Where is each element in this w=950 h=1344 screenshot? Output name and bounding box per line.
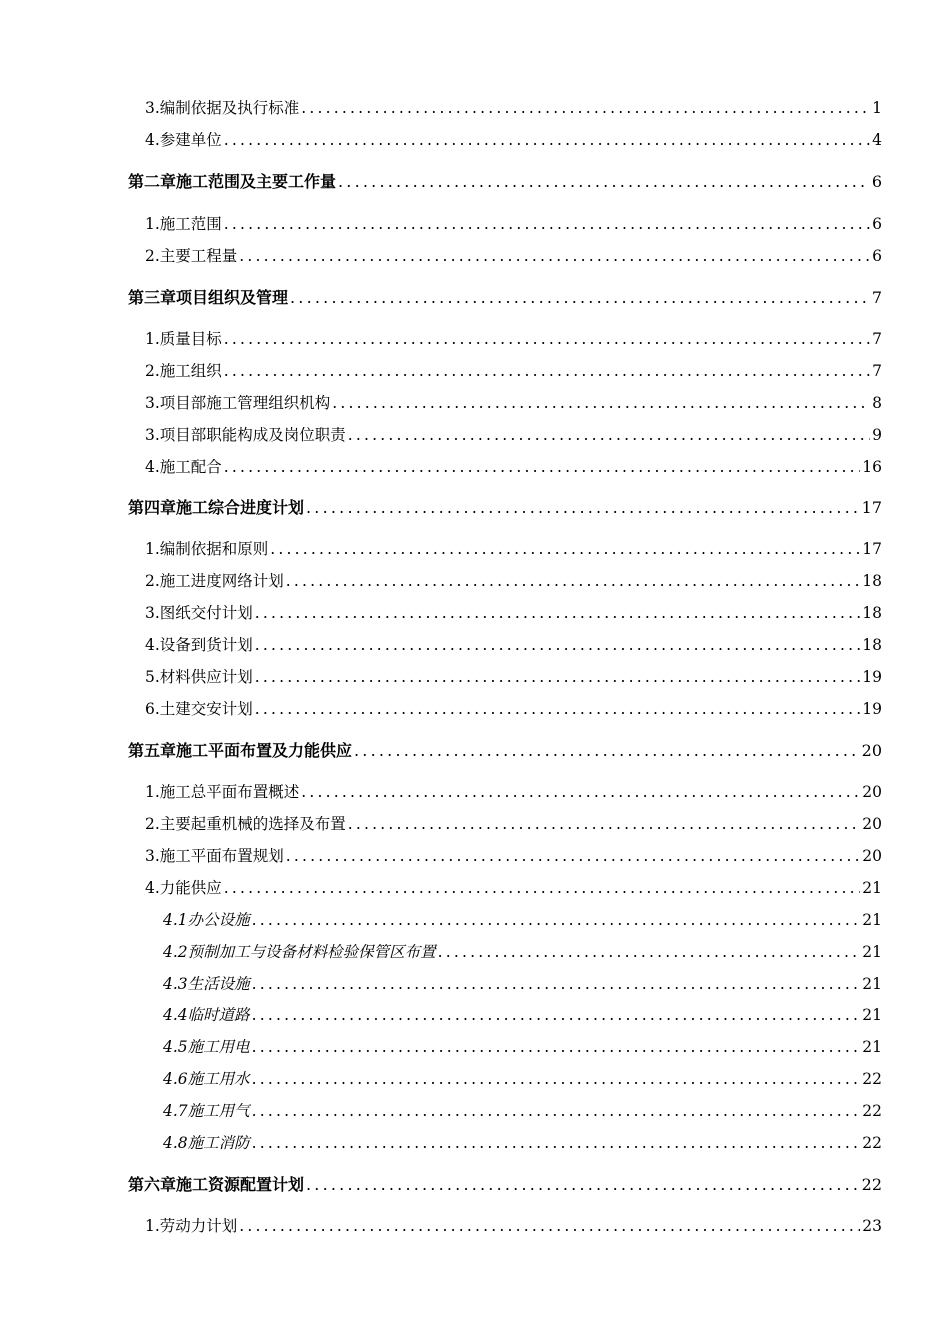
toc-entry-label: 第四章施工综合进度计划	[128, 498, 305, 517]
toc-section-entry[interactable]	[145, 571, 882, 591]
toc-entry-label: 2.施工进度网络计划	[145, 572, 284, 590]
toc-dot-leader	[306, 1175, 860, 1195]
toc-page-number: 21	[862, 1038, 882, 1056]
toc-entry-label: 第二章施工范围及主要工作量	[128, 172, 337, 191]
toc-section-entry[interactable]	[145, 782, 882, 802]
toc-section-entry[interactable]	[145, 667, 882, 687]
toc-chapter-entry[interactable]	[128, 498, 882, 518]
toc-subsection-entry[interactable]	[163, 1037, 882, 1057]
toc-dot-leader	[255, 667, 860, 687]
toc-entry-label: 1.施工范围	[145, 215, 222, 233]
toc-entry-label: 3.图纸交付计划	[145, 604, 253, 622]
toc-entry-label: 4.4临时道路	[163, 1006, 250, 1024]
toc-dot-leader	[252, 910, 861, 930]
toc-dot-leader	[224, 361, 870, 381]
toc-subsection-entry[interactable]	[163, 1069, 882, 1089]
toc-section-entry[interactable]	[145, 846, 882, 866]
toc-dot-leader	[239, 1216, 860, 1236]
toc-entry-label: 2.主要起重机械的选择及布置	[145, 815, 346, 833]
toc-subsection-entry[interactable]	[163, 942, 882, 962]
toc-dot-leader	[286, 571, 860, 591]
toc-page-number: 21	[862, 975, 882, 993]
toc-entry-label: 4.6施工用水	[163, 1070, 250, 1088]
toc-page-number: 22	[862, 1102, 882, 1120]
toc-section-entry[interactable]	[145, 98, 882, 118]
toc-entry-label: 3.编制依据及执行标准	[145, 99, 300, 117]
toc-page-number: 21	[862, 879, 882, 897]
toc-page-number: 18	[862, 572, 882, 590]
toc-section-entry[interactable]	[145, 878, 882, 898]
toc-dot-leader	[252, 974, 861, 994]
toc-page-number: 22	[861, 1175, 882, 1194]
toc-dot-leader	[239, 246, 870, 266]
toc-entry-label: 4.8施工消防	[163, 1134, 250, 1152]
toc-page-number: 9	[872, 426, 882, 444]
toc-entry-label: 1.施工总平面布置概述	[145, 783, 300, 801]
toc-section-entry[interactable]	[145, 699, 882, 719]
toc-dot-leader	[332, 393, 870, 413]
toc-subsection-entry[interactable]	[163, 1101, 882, 1121]
toc-entry-label: 第五章施工平面布置及力能供应	[128, 741, 353, 760]
toc-dot-leader	[270, 539, 860, 559]
toc-entry-label: 4.施工配合	[145, 458, 222, 476]
toc-entry-label: 1.劳动力计划	[145, 1217, 238, 1235]
toc-section-entry[interactable]	[145, 329, 882, 349]
toc-page-number: 18	[862, 636, 882, 654]
toc-page-number: 19	[862, 668, 882, 686]
toc-subsection-entry[interactable]	[163, 1133, 882, 1153]
toc-entry-label: 5.材料供应计划	[145, 668, 253, 686]
toc-page-number: 8	[872, 394, 882, 412]
toc-dot-leader	[252, 1101, 861, 1121]
toc-dot-leader	[224, 329, 870, 349]
toc-section-entry[interactable]	[145, 214, 882, 234]
toc-page-number: 18	[862, 604, 882, 622]
toc-page-number: 23	[862, 1217, 882, 1235]
toc-page-number: 21	[862, 1006, 882, 1024]
toc-entry-label: 2.主要工程量	[145, 247, 238, 265]
toc-dot-leader	[224, 214, 870, 234]
toc-page-number: 20	[862, 815, 882, 833]
toc-dot-leader	[286, 846, 860, 866]
toc-entry-label: 第六章施工资源配置计划	[128, 1175, 305, 1194]
toc-entry-label: 3.项目部职能构成及岗位职责	[145, 426, 346, 444]
toc-section-entry[interactable]	[145, 814, 882, 834]
toc-dot-leader	[255, 603, 860, 623]
toc-section-entry[interactable]	[145, 603, 882, 623]
toc-dot-leader	[306, 498, 860, 518]
toc-section-entry[interactable]	[145, 1216, 882, 1236]
toc-page-number: 16	[862, 458, 882, 476]
toc-section-entry[interactable]	[145, 425, 882, 445]
toc-dot-leader	[252, 1069, 861, 1089]
toc-entry-label: 第三章项目组织及管理	[128, 288, 289, 307]
toc-subsection-entry[interactable]	[163, 1005, 882, 1025]
toc-dot-leader	[338, 172, 870, 192]
toc-section-entry[interactable]	[145, 539, 882, 559]
toc-page-number: 17	[861, 498, 882, 517]
toc-entry-label: 4.1办公设施	[163, 911, 250, 929]
toc-entry-label: 4.2预制加工与设备材料检验保管区布置	[163, 943, 436, 961]
toc-entry-label: 4.7施工用气	[163, 1102, 250, 1120]
toc-dot-leader	[438, 942, 861, 962]
toc-dot-leader	[252, 1133, 861, 1153]
toc-entry-label: 4.5施工用电	[163, 1038, 250, 1056]
toc-section-entry[interactable]	[145, 393, 882, 413]
toc-section-entry[interactable]	[145, 457, 882, 477]
toc-entry-label: 4.力能供应	[145, 879, 222, 897]
toc-page-number: 7	[871, 288, 882, 307]
toc-dot-leader	[290, 288, 870, 308]
toc-chapter-entry[interactable]	[128, 172, 882, 192]
toc-entry-label: 1.质量目标	[145, 330, 222, 348]
toc-dot-leader	[224, 457, 860, 477]
toc-chapter-entry[interactable]	[128, 288, 882, 308]
toc-section-entry[interactable]	[145, 130, 882, 150]
toc-page-number: 17	[862, 540, 882, 558]
toc-dot-leader	[255, 635, 860, 655]
toc-dot-leader	[224, 878, 860, 898]
toc-subsection-entry[interactable]	[163, 910, 882, 930]
toc-entry-label: 3.项目部施工管理组织机构	[145, 394, 331, 412]
toc-page-number: 22	[862, 1134, 882, 1152]
toc-section-entry[interactable]	[145, 246, 882, 266]
toc-page-number: 6	[872, 247, 882, 265]
toc-page-number: 4	[872, 131, 882, 149]
toc-chapter-entry[interactable]	[128, 741, 882, 761]
toc-dot-leader	[301, 98, 870, 118]
toc-dot-leader	[255, 699, 860, 719]
toc-dot-leader	[252, 1037, 861, 1057]
toc-entry-label: 2.施工组织	[145, 362, 222, 380]
toc-dot-leader	[348, 814, 860, 834]
toc-dot-leader	[348, 425, 870, 445]
toc-page-number: 21	[862, 911, 882, 929]
toc-page-number: 1	[872, 99, 882, 117]
toc-page-number: 7	[872, 362, 882, 380]
toc-page-number: 20	[862, 783, 882, 801]
toc-dot-leader	[224, 130, 870, 150]
toc-page-number: 20	[861, 741, 882, 760]
toc-entry-label: 4.3生活设施	[163, 975, 250, 993]
toc-chapter-entry[interactable]	[128, 1175, 882, 1195]
toc-page-number: 19	[862, 700, 882, 718]
toc-page-number: 6	[872, 215, 882, 233]
toc-page-number: 22	[862, 1070, 882, 1088]
toc-page-number: 21	[862, 943, 882, 961]
toc-dot-leader	[354, 741, 860, 761]
toc-entry-label: 3.施工平面布置规划	[145, 847, 284, 865]
toc-subsection-entry[interactable]	[163, 974, 882, 994]
toc-dot-leader	[252, 1005, 861, 1025]
toc-page-number: 7	[872, 330, 882, 348]
toc-section-entry[interactable]	[145, 361, 882, 381]
toc-dot-leader	[301, 782, 860, 802]
toc-entry-label: 1.编制依据和原则	[145, 540, 269, 558]
toc-entry-label: 6.土建交安计划	[145, 700, 253, 718]
toc-entry-label: 4.参建单位	[145, 131, 222, 149]
toc-page-number: 20	[862, 847, 882, 865]
toc-section-entry[interactable]	[145, 635, 882, 655]
toc-page-number: 6	[871, 172, 882, 191]
toc-entry-label: 4.设备到货计划	[145, 636, 253, 654]
